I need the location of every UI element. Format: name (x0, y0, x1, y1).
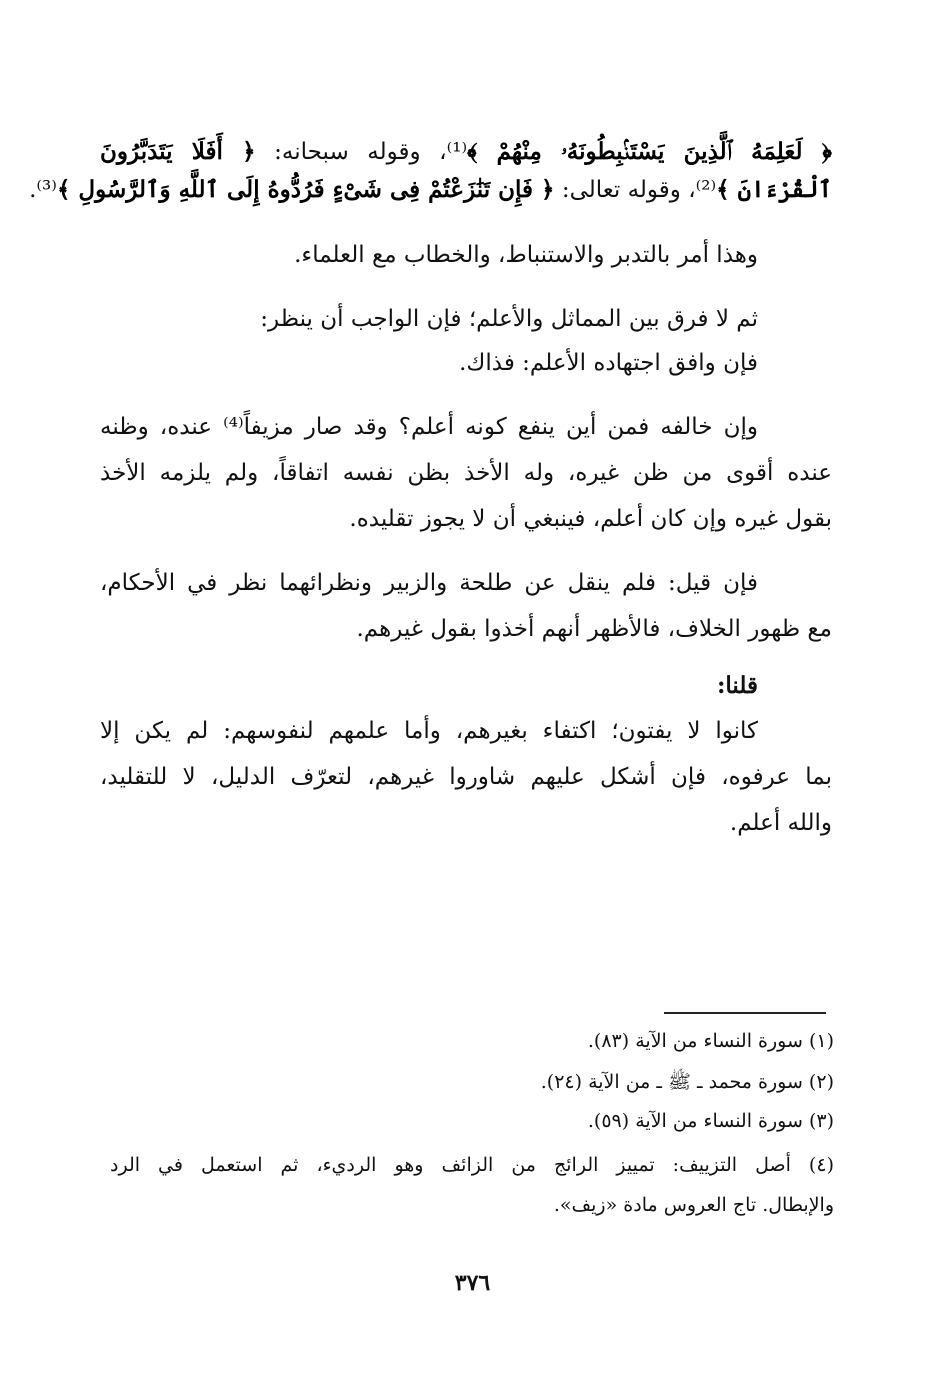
paragraph-4: فإن وافق اجتهاده الأعلم: فذاك. (459, 350, 758, 376)
paragraph-5-line-1: وإن خالفه فمن أين ينفع كونه أعلم؟ وقد صار مزيفاً⁽⁴⁾ عنده، وظنه (100, 414, 758, 440)
quran-verse: ﴿ لَعَلِمَهُ ٱلَّذِينَ يَسْتَنۢبِطُونَهُۥ مِنْهُمْ ﴾ (467, 138, 832, 165)
paragraph-8-line-2: بما عرفوه، فإن أشكل عليهم شاوروا غيرهم، لتعرّف الدليل، لا للتقليد، (100, 764, 832, 790)
paragraph-8-line-3: والله أعلم. (729, 810, 832, 836)
paragraph-6-line-2: مع ظهور الخلاف، فالأظهر أنهم أخذوا بقول غيرهم. (356, 616, 832, 642)
text-fragment: ⁽²⁾، وقوله تعالى: (554, 177, 717, 203)
text-fragment: ⁽¹⁾، وقوله سبحانه: (255, 139, 468, 165)
paragraph-7: قلنا: (716, 672, 758, 699)
page-number: ٣٧٦ (454, 1270, 491, 1296)
paragraph-1-line-1 (100, 140, 832, 164)
quran-verse: ٱلْقُرْءَانَ ﴾ (716, 176, 832, 203)
paragraph-2: وهذا أمر بالتدبر والاستنباط، والخطاب مع العلماء. (294, 242, 758, 268)
text-fragment: ⁽³⁾. (29, 177, 57, 203)
paragraph-3: ثم لا فرق بين المماثل والأعلم؛ فإن الواجب أن ينظر: (260, 306, 758, 332)
footnote-2: (٢) سورة محمد ـ ﷺ ـ من الآية (٢٤). (540, 1071, 834, 1093)
quran-verse: ﴿ أَفَلَا يَتَدَبَّرُونَ (100, 138, 256, 165)
quran-verse: ﴿ فَإِن تَنَٰزَعْتُمْ فِى شَىْءٍ فَرُدُّوهُ إِلَى ٱللَّهِ وَٱلرَّسُولِ ﴾ (56, 176, 555, 203)
footnote-4-line-1: (٤) أصل التزييف: تمييز الرائج من الزائف وهو الرديء، ثم استعمل في الرد (110, 1154, 834, 1176)
paragraph-1-line-2 (29, 178, 832, 202)
footnote-separator (664, 1012, 826, 1014)
paragraph-6-line-1: فإن قيل: فلم ينقل عن طلحة والزبير ونظرائهما نظر في الأحكام، (100, 570, 758, 596)
paragraph-5-line-2: عنده أقوى من ظن غيره، وله الأخذ بظن نفسه اتفاقاً، ولم يلزمه الأخذ (100, 460, 832, 486)
paragraph-5-line-3: بقول غيره وإن كان أعلم، فينبغي أن لا يجوز تقليده. (349, 506, 832, 532)
footnote-4-line-2: والإبطال. تاج العروس مادة «زيف». (553, 1194, 834, 1216)
footnote-1: (١) سورة النساء من الآية (٨٣). (587, 1030, 834, 1052)
paragraph-8-line-1: كانوا لا يفتون؛ اكتفاء بغيرهم، وأما علمهم لنفوسهم: لم يكن إلا (100, 718, 758, 744)
footnote-3: (٣) سورة النساء من الآية (٥٩). (587, 1110, 834, 1132)
